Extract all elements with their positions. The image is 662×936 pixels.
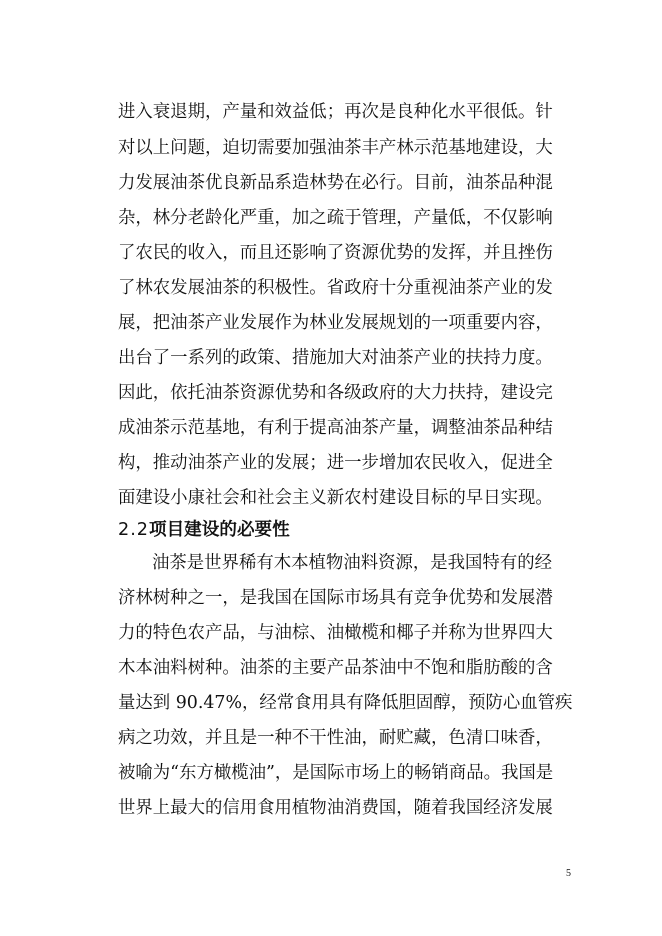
text-line: 构，推动油茶产业的发展；进一步增加农民收入，促进全 [118,453,553,473]
text-line: 展，把油茶产业发展作为林业发展规划的一项重要内容， [118,313,553,333]
section-number: 2.2 [118,520,149,540]
text-line: 木本油料树种。油茶的主要产品茶油中不饱和脂肪酸的含 [118,658,553,678]
section-title: 项目建设的必要性 [148,520,290,540]
text-line: 病之功效，并且是一种不干性油，耐贮藏，色清口味香， [118,728,553,748]
text-line: 杂，林分老龄化严重，加之疏于管理，产量低，不仅影响 [118,208,553,228]
text-line: 面建设小康社会和社会主义新农村建设目标的早日实现。 [118,488,553,508]
paragraph-1 [118,97,553,508]
section-heading [118,515,290,545]
text-line: 世界上最大的信用食用植物油消费国，随着我国经济发展 [118,798,553,818]
text-line: 对以上问题，迫切需要加强油茶丰产林示范基地建设，大 [118,138,553,158]
text-line: 量达到 90.47%，经常食用具有降低胆固醇，预防心血管疾 [118,693,573,713]
text-line: 了林农发展油茶的积极性。省政府十分重视油茶产业的发 [118,278,553,298]
text-line: 油茶是世界稀有木本植物油料资源，是我国特有的经 [152,553,552,573]
text-line: 出台了一系列的政策、措施加大对油茶产业的扶持力度。 [118,348,553,368]
paragraph-2 [118,548,573,838]
text-line: 了农民的收入，而且还影响了资源优势的发挥，并且挫伤 [118,243,553,263]
text-line: 被喻为“东方橄榄油”，是国际市场上的畅销商品。我国是 [118,763,554,783]
page-number: 5 [566,868,571,879]
text-line: 力的特色农产品，与油棕、油橄榄和椰子并称为世界四大 [118,623,553,643]
text-line: 因此，依托油茶资源优势和各级政府的大力扶持，建设完 [118,383,553,403]
text-line: 济林树种之一，是我国在国际市场具有竞争优势和发展潜 [118,588,553,608]
text-line: 成油茶示范基地，有利于提高油茶产量，调整油茶品种结 [118,418,553,438]
text-line: 力发展油茶优良新品系造林势在必行。目前，油茶品种混 [118,173,553,193]
text-line: 进入衰退期，产量和效益低；再次是良种化水平很低。针 [118,102,553,122]
